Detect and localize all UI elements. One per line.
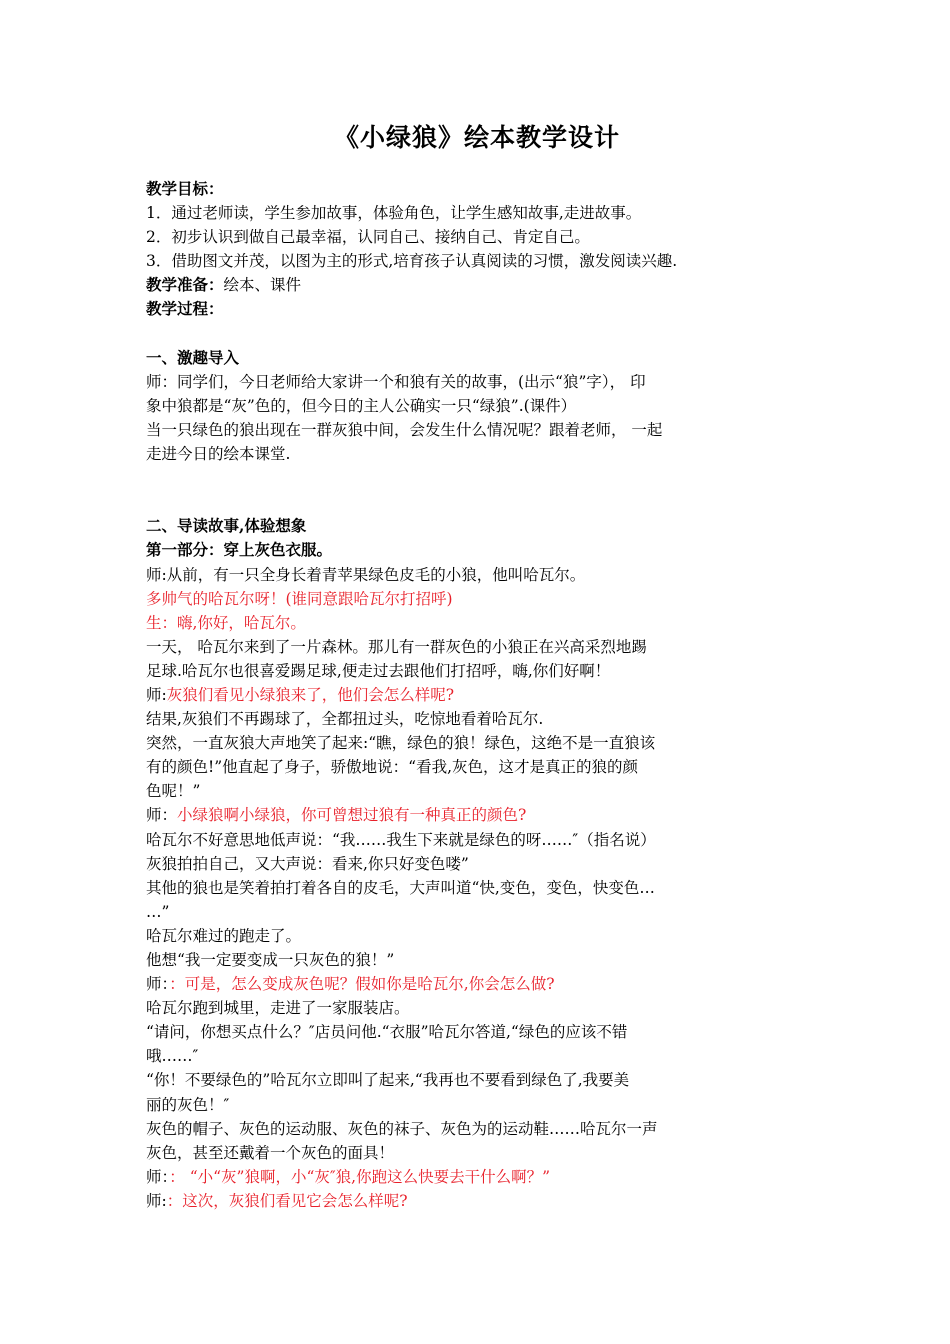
question-text: ： “小“灰”狼啊，小“灰″狼,你跑这么快要去干什么啊？” xyxy=(169,1167,551,1186)
question-text: 灰狼们看见小绿狼来了，他们会怎么样呢? xyxy=(166,685,455,704)
section1-line: 师：同学们，今日老师给大家讲一个和狼有关的故事，(出示“狼”字）， 印 xyxy=(146,372,646,391)
story-line: 哈瓦尔不好意思地低声说：“我……我生下来就是绿色的呀……″（指名说） xyxy=(146,830,656,849)
story-line: 结果,灰狼们不再踢球了，全都扭过头，吃惊地看着哈瓦尔. xyxy=(146,710,544,729)
story-line: 突然，一直灰狼大声地笑了起来:“瞧，绿色的狼！绿色，这绝不是一直狼该 xyxy=(146,734,656,753)
speaker-label: 师: xyxy=(146,1191,167,1210)
objective-item: 2．初步认识到做自己最幸福，认同自己、接纳自己、肯定自己。 xyxy=(146,228,590,247)
section2-heading: 二、导读故事,体验想象 xyxy=(146,516,307,536)
story-line: 师:从前，有一只全身长着青苹果绿色皮毛的小狼，他叫哈瓦尔。 xyxy=(146,565,586,584)
teacher-question xyxy=(146,803,808,827)
question-text: 小绿狼啊小绿狼，你可曾想过狼有一种真正的颜色? xyxy=(177,806,527,825)
section1-line: 当一只绿色的狼出现在一群灰狼中间，会发生什么情况呢？跟着老师， 一起 xyxy=(146,420,663,439)
section1-line: 走进今日的绘本课堂. xyxy=(146,445,291,464)
preparation-line xyxy=(146,273,808,297)
objective-item: 1．通过老师读，学生参加故事，体验角色，让学生感知故事,走进故事。 xyxy=(146,204,642,223)
story-line: 一天， 哈瓦尔来到了一片森林。那儿有一群灰色的小狼正在兴高采烈地踢 xyxy=(146,637,647,656)
story-line: …” xyxy=(146,902,170,921)
story-line: 其他的狼也是笑着拍打着各自的皮毛，大声叫道“快,变色，变色，快变色… xyxy=(146,878,655,897)
story-line: 丽的灰色！″ xyxy=(146,1095,230,1114)
story-line: 哈瓦尔跑到城里，走进了一家服装店。 xyxy=(146,999,410,1018)
section1-heading: 一、激趣导入 xyxy=(146,347,240,367)
story-line: 他想“我一定要变成一只灰色的狼！” xyxy=(146,951,395,969)
question-text: ：这次，灰狼们看见它会怎么样呢? xyxy=(166,1191,408,1210)
objective-item: 3．借助图文并茂，以图为主的形式,培育孩子认真阅读的习惯，激发阅读兴趣. xyxy=(146,252,678,271)
objectives-heading: 教学目标： xyxy=(146,179,224,198)
story-line: 哈瓦尔难过的跑走了。 xyxy=(146,926,302,945)
story-line: 灰狼拍拍自己，又大声说：看来,你只好变色喽” xyxy=(146,854,469,873)
page-title: 《小绿狼》绘本教学设计 xyxy=(333,123,620,152)
story-line: 有的颜色!”他直起了身子，骄傲地说：“看我,灰色，这才是真正的狼的颜 xyxy=(146,758,639,777)
story-line: 灰色，甚至还戴着一个灰色的面具！ xyxy=(146,1143,395,1162)
student-response: 生：嗨,你好，哈瓦尔。 xyxy=(146,613,306,632)
story-line: 色呢！” xyxy=(146,782,201,801)
speaker-label: 师: xyxy=(146,685,167,704)
teacher-question xyxy=(146,1189,808,1213)
teacher-question xyxy=(146,1165,808,1189)
process-heading: 教学过程： xyxy=(146,299,224,319)
preparation-value: 绘本、课件 xyxy=(223,276,302,295)
speaker-label: 师： xyxy=(146,806,178,825)
question-text: ：可是，怎么变成灰色呢？假如你是哈瓦尔,你会怎么做? xyxy=(169,975,555,994)
story-line: 足球.哈瓦尔也很喜爱踢足球,便走过去跟他们打招呼，嗨,你们好啊！ xyxy=(146,661,611,680)
speaker-label: 师： xyxy=(146,975,170,994)
teacher-prompt: 多帅气的哈瓦尔呀！(谁同意跟哈瓦尔打招呼) xyxy=(146,589,453,608)
spacer xyxy=(146,322,808,346)
teacher-question xyxy=(146,683,808,707)
part1-heading: 第一部分：穿上灰色衣服。 xyxy=(146,540,333,560)
document-body xyxy=(146,177,808,1213)
story-line: 哦……″ xyxy=(146,1047,199,1066)
story-line: 灰色的帽子、灰色的运动服、灰色的袜子、灰色为的运动鞋……哈瓦尔一声 xyxy=(146,1119,658,1138)
speaker-label: 师： xyxy=(146,1167,170,1186)
spacer xyxy=(146,466,808,490)
section1-line: 象中狼都是“灰”色的，但今日的主人公确实一只“绿狼”.(课件） xyxy=(146,396,577,415)
spacer xyxy=(146,490,808,514)
story-line: “请问，你想买点什么？″店员问他.“衣服”哈瓦尔答道,“绿色的应该不错 xyxy=(146,1023,628,1042)
preparation-label: 教学准备： xyxy=(146,275,224,295)
story-line: “你！不要绿色的”哈瓦尔立即叫了起来,“我再也不要看到绿色了,我要美 xyxy=(146,1071,630,1090)
teacher-question xyxy=(146,972,808,996)
